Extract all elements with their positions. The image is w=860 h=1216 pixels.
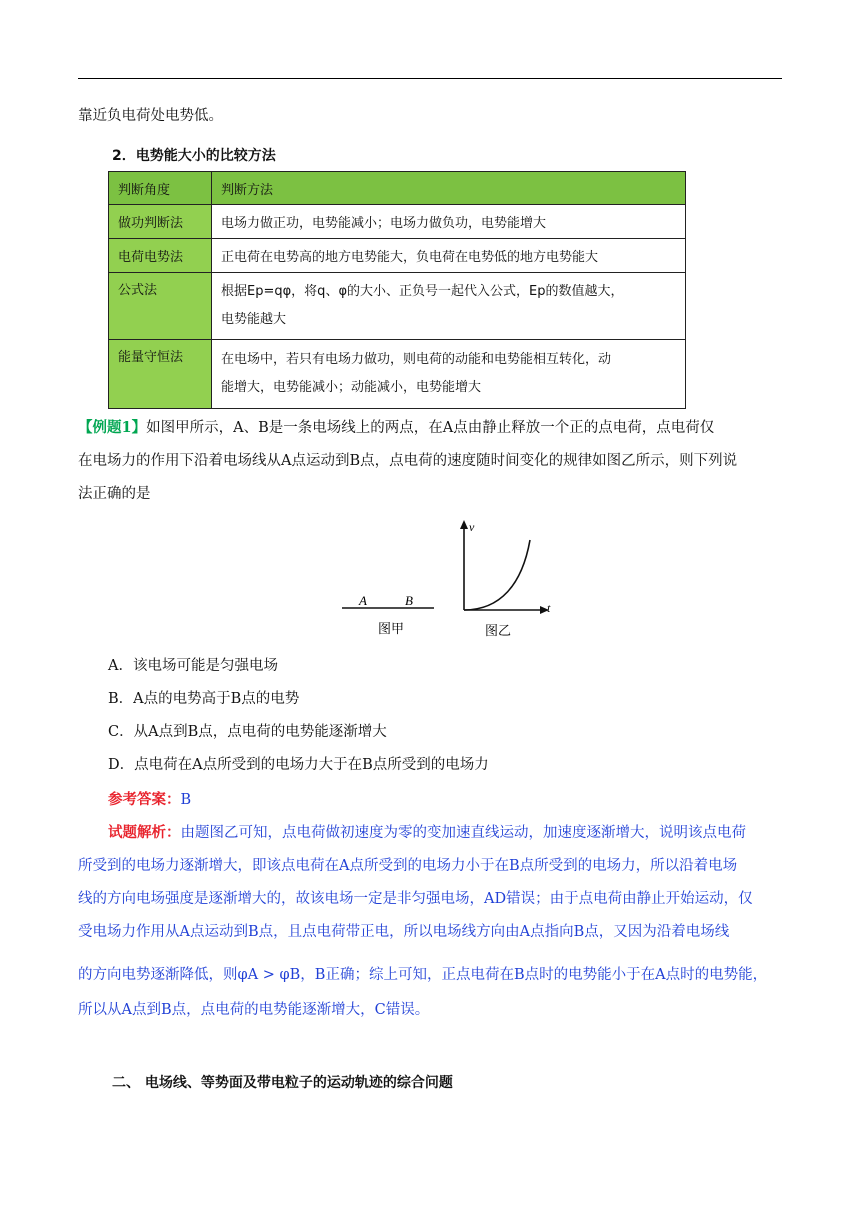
section-2-heading: 2．电势能大小的比较方法 [112,148,276,164]
table-cell-method [212,273,686,340]
answer-label: 参考答案： [108,791,181,808]
table-cell-line: 根据Ep=qφ，将q、φ的大小、正负号一起代入公式，Ep的数值越大， [221,284,624,299]
table-header-method: 判断方法 [212,172,686,205]
table-cell-method [212,340,686,409]
answer-value: B [180,792,192,808]
option-d: D．点电荷在A点所受到的电场力大于在B点所受到的电场力 [108,757,489,773]
analysis-line-4: 受电场力作用从A点运动到B点，且点电荷带正电，所以电场线方向由A点指向B点，又因为沿着电场线 [78,924,730,940]
example-tag: 【例题1】 [78,419,147,436]
table-cell-line: 能增大，电势能减小；动能减小，电势能增大 [221,380,482,395]
example-line: 如图甲所示，A、B是一条电场线上的两点，在A点由静止释放一个正的点电荷，点电荷仅 [146,420,715,436]
header-rule [78,78,782,79]
velocity-curve [464,540,530,610]
analysis-line-5: 的方向电势逐渐降低，则φA > φB，B正确；综上可知，正点电荷在B点时的电势能小于在A点时的电势能， [78,967,768,983]
table-row [109,340,686,409]
table-cell-angle: 能量守恒法 [109,340,212,409]
table-cell-angle: 公式法 [109,273,212,340]
option-c: C．从A点到B点，点电荷的电势能逐渐增大 [108,724,387,740]
point-b-label: B [405,593,413,608]
example-question-line-3: 法正确的是 [78,486,151,502]
v-axis-label: v [469,520,475,534]
analysis-line-1 [108,823,746,843]
example-question-line-1 [78,418,714,438]
section-two-heading: 二、 电场线、等势面及带电粒子的运动轨迹的综合问题 [112,1075,453,1091]
intro-tail-text: 靠近负电荷处电势低。 [78,108,223,124]
answer-line [108,790,191,810]
figure-jia [342,593,434,637]
table-cell-line: 在电场中，若只有电场力做功，则电荷的动能和电势能相互转化，动 [221,352,612,367]
table-cell-angle: 电荷电势法 [109,239,212,273]
analysis-line-3: 线的方向电场强度是逐渐增大的，故该电场一定是非匀强电场，AD错误；由于点电荷由静止开始运动，仅 [78,891,753,907]
analysis-line-6: 所以从A点到B点，点电荷的电势能逐渐增大，C错误。 [78,1002,430,1018]
figure-jia-caption: 图甲 [378,622,405,637]
table-cell-angle: 做功判断法 [109,205,212,239]
figure-yi [460,520,551,639]
table-cell-method: 电场力做正功，电势能减小；电场力做负功，电势能增大 [212,205,686,239]
v-axis-arrow-icon [460,520,468,529]
table-row [109,205,686,239]
table-header-angle: 判断角度 [109,172,212,205]
t-axis-label: t [547,601,551,615]
option-b: B．A点的电势高于B点的电势 [108,691,300,707]
example-figure [330,515,560,645]
table-cell-line: 电势能越大 [221,312,287,327]
analysis-line-2: 所受到的电场力逐渐增大，即该点电荷在A点所受到的电场力小于在B点所受到的电场力，所以沿着电场 [78,858,738,874]
table-header-row [109,172,686,205]
comparison-table [108,171,686,409]
analysis-label: 试题解析： [108,824,181,841]
table-row [109,239,686,273]
analysis-text: 由题图乙可知，点电荷做初速度为零的变加速直线运动，加速度逐渐增大，说明该点电荷 [180,825,746,841]
table-cell-method: 正电荷在电势高的地方电势能大，负电荷在电势低的地方电势能大 [212,239,686,273]
example-question-line-2: 在电场力的作用下沿着电场线从A点运动到B点，点电荷的速度随时间变化的规律如图乙所示，则下列说 [78,453,738,469]
figure-yi-caption: 图乙 [485,624,512,639]
point-a-label: A [359,593,367,608]
option-a: A．该电场可能是匀强电场 [108,658,278,674]
table-row [109,273,686,340]
